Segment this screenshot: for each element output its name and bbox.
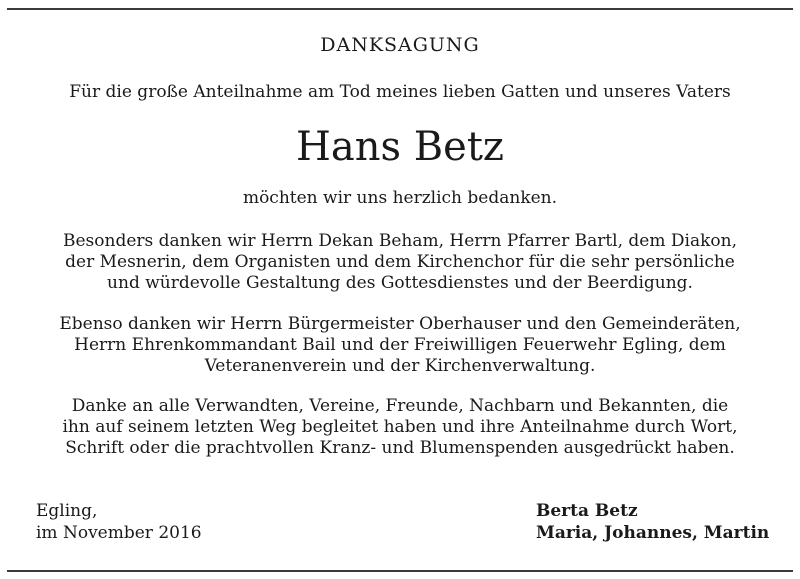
paragraph-line: ihn auf seinem letzten Weg begleitet haben und ihre Anteilnahme durch Wort, bbox=[62, 417, 738, 437]
date: im November 2016 bbox=[36, 523, 202, 543]
paragraph-line: Besonders danken wir Herrn Dekan Beham, Herrn Pfarrer Bartl, dem Diakon, bbox=[63, 231, 737, 251]
paragraph-line: Schrift oder die prachtvollen Kranz- und Blumenspenden ausgedrückt haben. bbox=[65, 438, 735, 458]
thanks-line: möchten wir uns herzlich bedanken. bbox=[242, 188, 558, 208]
place-and-date bbox=[36, 500, 202, 544]
paragraph-line: Danke an alle Verwandten, Vereine, Freunde, Nachbarn und Bekannten, die bbox=[71, 396, 729, 416]
signers bbox=[536, 500, 769, 544]
place: Egling, bbox=[36, 501, 98, 521]
paragraph-friends bbox=[28, 396, 772, 459]
signer-children: Maria, Johannes, Martin bbox=[536, 523, 770, 543]
paragraph-line: der Mesnerin, dem Organisten und dem Kirchenchor für die sehr persönliche bbox=[65, 252, 735, 272]
notice-heading: DANKSAGUNG bbox=[320, 34, 480, 56]
intro-line: Für die große Anteilnahme am Tod meines lieben Gatten und unseres Vaters bbox=[69, 82, 731, 102]
paragraph-line: und würdevolle Gestaltung des Gottesdienstes und der Beerdigung. bbox=[107, 273, 693, 293]
paragraph-line: Herrn Ehrenkommandant Bail und der Freiwilligen Feuerwehr Egling, dem bbox=[74, 335, 726, 355]
paragraph-line: Veteranenverein und der Kirchenverwaltung. bbox=[204, 356, 596, 376]
signer-primary: Berta Betz bbox=[536, 501, 638, 521]
paragraph-community bbox=[28, 314, 772, 377]
paragraph-clergy bbox=[28, 231, 772, 294]
paragraph-line: Ebenso danken wir Herrn Bürgermeister Oberhauser und den Gemeinderäten, bbox=[59, 314, 741, 334]
deceased-name: Hans Betz bbox=[296, 124, 504, 170]
